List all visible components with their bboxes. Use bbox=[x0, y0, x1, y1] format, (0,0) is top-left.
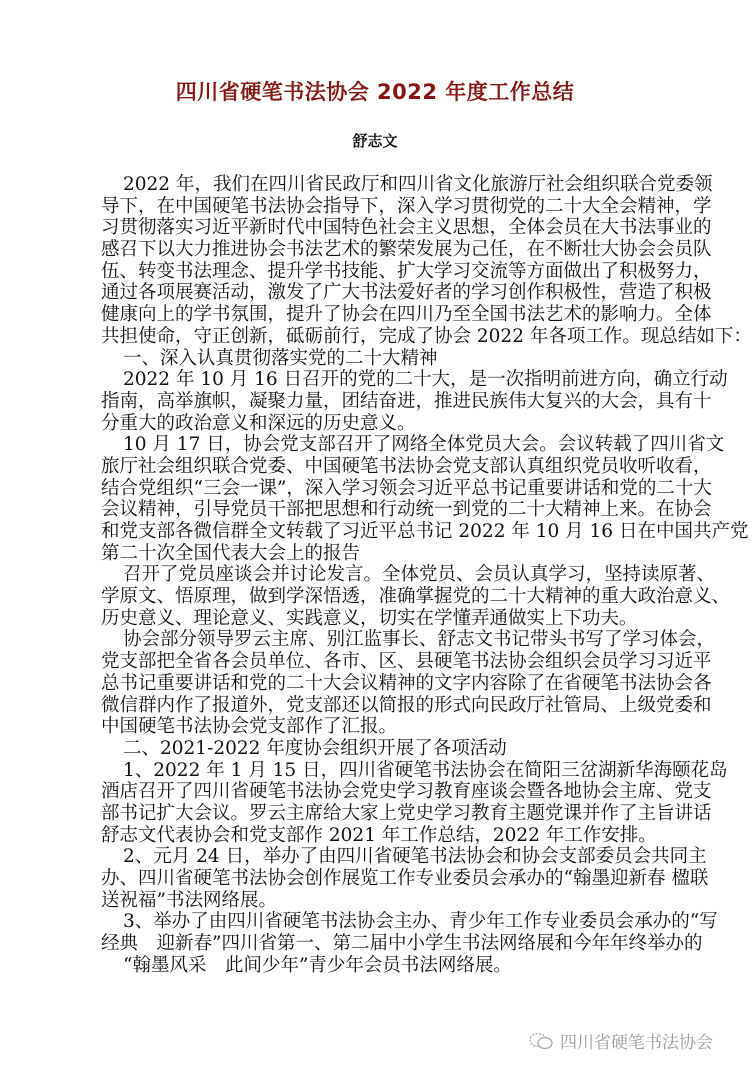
text-line: 第二十次全国代表大会上的报告 bbox=[101, 542, 361, 564]
text-line: 3、举办了由四川省硬笔书法协会主办、青少年工作专业委员会承办的“写 bbox=[123, 911, 718, 933]
text-line: 2022 年，我们在四川省民政厅和四川省文化旅游厅社会组织联合党委领 bbox=[123, 174, 713, 195]
text-line: 习贯彻落实习近平新时代中国特色社会主义思想，全体会员在大书法事业的 bbox=[101, 217, 712, 239]
text-line: 部书记扩大会议。罗云主席给大家上党史学习教育主题党课并作了主旨讲话 bbox=[101, 802, 712, 824]
text-line: 和党支部各微信群全文转载了习近平总书记 2022 年 10 月 16 日在中国共产党 bbox=[101, 521, 749, 542]
text-line: 通过各项展赛活动，激发了广大书法爱好者的学习创作积极性，营造了积极 bbox=[101, 282, 712, 304]
text-line: 微信群内作了报道外，党支部还以简报的形式向民政厅社管局、上级党委和 bbox=[101, 694, 712, 716]
text-line: 旅厅社会组织联合党委、中国硬笔书法协会党支部认真组织党员收听收看， bbox=[101, 455, 712, 477]
text-line: 2022 年 10 月 16 日召开的党的二十大，是一次指明前进方向，确立行动 bbox=[123, 369, 728, 391]
text-line: 一、深入认真贯彻落实党的二十大精神 bbox=[123, 347, 438, 369]
watermark-text: 四川省硬笔书法协会 bbox=[560, 1033, 713, 1053]
text-line: 办、四川省硬笔书法协会创作展览工作专业委员会承办的“翰墨迎新春 楹联 bbox=[101, 868, 709, 889]
text-line: 经典 迎新春”四川省第一、第二届中小学生书法网络展和今年年终举办的 bbox=[101, 933, 703, 955]
text-line: 协会部分领导罗云主席、别江监事长、舒志文书记带头书写了学习体会， bbox=[123, 629, 716, 651]
document-body bbox=[101, 174, 752, 976]
text-line: 1、2022 年 1 月 15 日，四川省硬笔书法协会在简阳三岔湖新华海颐花岛 bbox=[123, 759, 728, 781]
text-line: 召开了党员座谈会并讨论发言。全体党员、会员认真学习，坚持读原著、 bbox=[123, 564, 716, 586]
text-line: 共担使命，守正创新，砥砺前行，完成了协会 2022 年各项工作。现总结如下： bbox=[101, 325, 752, 347]
wechat-icon bbox=[528, 1031, 554, 1051]
text-line: 送祝福”书法网络展。 bbox=[101, 889, 277, 911]
text-line: 10 月 17 日，协会党支部召开了网络全体党员大会。会议转载了四川省文 bbox=[123, 434, 725, 456]
author-name: 舒志文 bbox=[352, 132, 398, 150]
text-line: 二、2021-2022 年度协会组织开展了各项活动 bbox=[123, 737, 507, 759]
text-line: 感召下以大力推进协会书法艺术的繁荣发展为己任，在不断壮大协会会员队 bbox=[101, 239, 712, 261]
document-title: 四川省硬笔书法协会 2022 年度工作总结 bbox=[175, 80, 575, 104]
text-line: 中国硬笔书法协会党支部作了汇报。 bbox=[101, 716, 398, 738]
text-line: 伍、转变书法理念、提升学书技能、扩大学习交流等方面做出了积极努力， bbox=[101, 260, 712, 282]
text-line: “翰墨风采 此间少年”青少年会员书法网络展。 bbox=[123, 954, 512, 976]
text-line: 分重大的政治意义和深远的历史意义。 bbox=[101, 412, 416, 434]
text-line: 历史意义、理论意义、实践意义，切实在学懂弄通做实上下功夫。 bbox=[101, 607, 638, 629]
text-line: 结合党组织“三会一课”，深入学习领会习近平总书记重要讲话和党的二十大 bbox=[101, 477, 712, 499]
text-line: 2、元月 24 日，举办了由四川省硬笔书法协会和协会支部委员会共同主 bbox=[123, 846, 707, 868]
text-line: 健康向上的学书氛围，提升了协会在四川乃至全国书法艺术的影响力。全体 bbox=[101, 304, 712, 326]
text-line: 会议精神，引导党员干部把思想和行动统一到党的二十大精神上来。在协会 bbox=[101, 499, 712, 521]
text-line: 学原文、悟原理，做到学深悟透，准确掌握党的二十大精神的重大政治意义、 bbox=[101, 586, 731, 608]
text-line: 指南，高举旗帜，凝聚力量，团结奋进，推进民族伟大复兴的大会，具有十 bbox=[101, 390, 712, 412]
text-line: 导下，在中国硬笔书法协会指导下，深入学习贯彻党的二十大全会精神，学 bbox=[101, 195, 712, 217]
text-line: 党支部把全省各会员单位、各市、区、县硬笔书法协会组织会员学习习近平 bbox=[101, 651, 712, 673]
text-line: 舒志文代表协会和党支部作 2021 年工作总结，2022 年工作安排。 bbox=[101, 824, 657, 846]
text-line: 总书记重要讲话和党的二十大会议精神的文字内容除了在省硬笔书法协会各 bbox=[101, 672, 712, 694]
watermark bbox=[528, 1028, 713, 1053]
text-line: 酒店召开了四川省硬笔书法协会党史学习教育座谈会暨各地协会主席、党支 bbox=[101, 781, 712, 803]
